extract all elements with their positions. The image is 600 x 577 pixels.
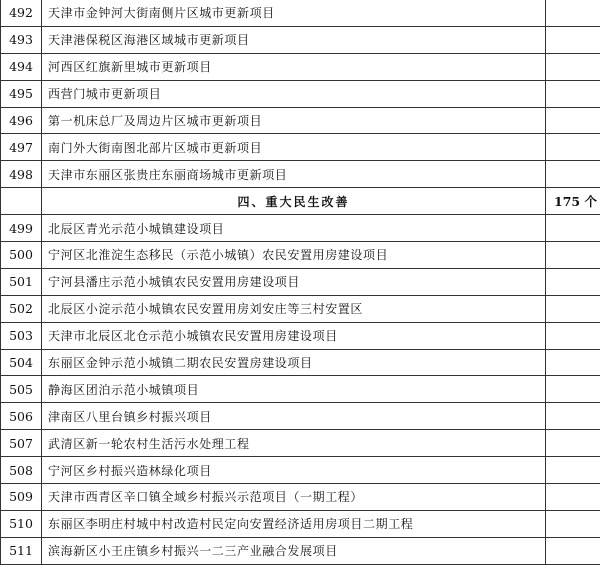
project-name-cell: 天津市西青区辛口镇全域乡村振兴示范项目（一期工程）: [42, 484, 546, 511]
row-number-cell: 510: [1, 510, 42, 537]
table-row: [1, 295, 600, 322]
row-number-cell: 505: [1, 376, 42, 403]
row-number-cell: 497: [1, 134, 42, 161]
section-title-cell: 四、重大民生改善: [42, 188, 546, 215]
count-cell: [546, 457, 600, 484]
row-number-cell: 499: [1, 215, 42, 242]
table-row: [1, 349, 600, 376]
project-name-cell: 北辰区青光示范小城镇建设项目: [42, 215, 546, 242]
count-cell: [546, 215, 600, 242]
count-cell: [546, 322, 600, 349]
project-name-cell: 宁河县潘庄示范小城镇农民安置用房建设项目: [42, 268, 546, 295]
table-row: [1, 376, 600, 403]
table-row: [1, 134, 600, 161]
project-name-cell: 南门外大街南图北部片区城市更新项目: [42, 134, 546, 161]
row-number-cell: 504: [1, 349, 42, 376]
row-number-cell: 500: [1, 242, 42, 269]
row-number-cell: 498: [1, 161, 42, 188]
project-name-cell: 天津市东丽区张贵庄东丽商场城市更新项目: [42, 161, 546, 188]
row-number-cell: 494: [1, 53, 42, 80]
project-name-cell: 静海区团泊示范小城镇项目: [42, 376, 546, 403]
project-name-cell: 天津港保税区海港区域城市更新项目: [42, 26, 546, 53]
count-cell: [546, 510, 600, 537]
row-number-cell: [1, 188, 42, 215]
count-cell: [546, 134, 600, 161]
table-row: [1, 26, 600, 53]
project-name-cell: 北辰区小淀示范小城镇农民安置用房刘安庄等三村安置区: [42, 295, 546, 322]
section-count-cell: 175 个: [546, 188, 600, 215]
count-cell: [546, 242, 600, 269]
count-cell: [546, 403, 600, 430]
table-row: [1, 215, 600, 242]
project-name-cell: 天津市金钟河大街南侧片区城市更新项目: [42, 0, 546, 26]
count-cell: [546, 430, 600, 457]
row-number-cell: 492: [1, 0, 42, 26]
count-cell: [546, 537, 600, 564]
table-row: [1, 161, 600, 188]
count-cell: [546, 26, 600, 53]
table-row: [1, 80, 600, 107]
project-name-cell: 天津市北辰区北仓示范小城镇农民安置用房建设项目: [42, 322, 546, 349]
row-number-cell: 496: [1, 107, 42, 134]
count-cell: [546, 161, 600, 188]
project-name-cell: 滨海新区小王庄镇乡村振兴一二三产业融合发展项目: [42, 537, 546, 564]
project-name-cell: 武清区新一轮农村生活污水处理工程: [42, 430, 546, 457]
count-cell: [546, 349, 600, 376]
table-row: [1, 403, 600, 430]
table-row: [1, 322, 600, 349]
project-name-cell: 津南区八里台镇乡村振兴项目: [42, 403, 546, 430]
row-number-cell: 502: [1, 295, 42, 322]
count-cell: [546, 53, 600, 80]
table-row: [1, 484, 600, 511]
table-row: [1, 107, 600, 134]
count-cell: [546, 295, 600, 322]
count-cell: [546, 376, 600, 403]
count-cell: [546, 0, 600, 26]
project-name-cell: 河西区红旗新里城市更新项目: [42, 53, 546, 80]
row-number-cell: 508: [1, 457, 42, 484]
table-row: [1, 430, 600, 457]
project-name-cell: 宁河区北淮淀生态移民（示范小城镇）农民安置用房建设项目: [42, 242, 546, 269]
row-number-cell: 495: [1, 80, 42, 107]
row-number-cell: 501: [1, 268, 42, 295]
row-number-cell: 503: [1, 322, 42, 349]
project-name-cell: 宁河区乡村振兴造林绿化项目: [42, 457, 546, 484]
count-cell: [546, 268, 600, 295]
project-name-cell: 西营门城市更新项目: [42, 80, 546, 107]
row-number-cell: 506: [1, 403, 42, 430]
row-number-cell: 509: [1, 484, 42, 511]
project-name-cell: 第一机床总厂及周边片区城市更新项目: [42, 107, 546, 134]
project-name-cell: 东丽区金钟示范小城镇二期农民安置房建设项目: [42, 349, 546, 376]
row-number-cell: 507: [1, 430, 42, 457]
count-cell: [546, 484, 600, 511]
table-row: [1, 268, 600, 295]
table-row: [1, 537, 600, 564]
row-number-cell: 493: [1, 26, 42, 53]
table-row: [1, 510, 600, 537]
row-number-cell: 511: [1, 537, 42, 564]
count-cell: [546, 107, 600, 134]
table-row: [1, 0, 600, 26]
count-cell: [546, 80, 600, 107]
table-row: [1, 53, 600, 80]
table-row: [1, 242, 600, 269]
project-name-cell: 东丽区李明庄村城中村改造村民定向安置经济适用房项目二期工程: [42, 510, 546, 537]
section-header-row: [1, 188, 600, 215]
project-table-body: [1, 0, 600, 564]
table-row: [1, 457, 600, 484]
